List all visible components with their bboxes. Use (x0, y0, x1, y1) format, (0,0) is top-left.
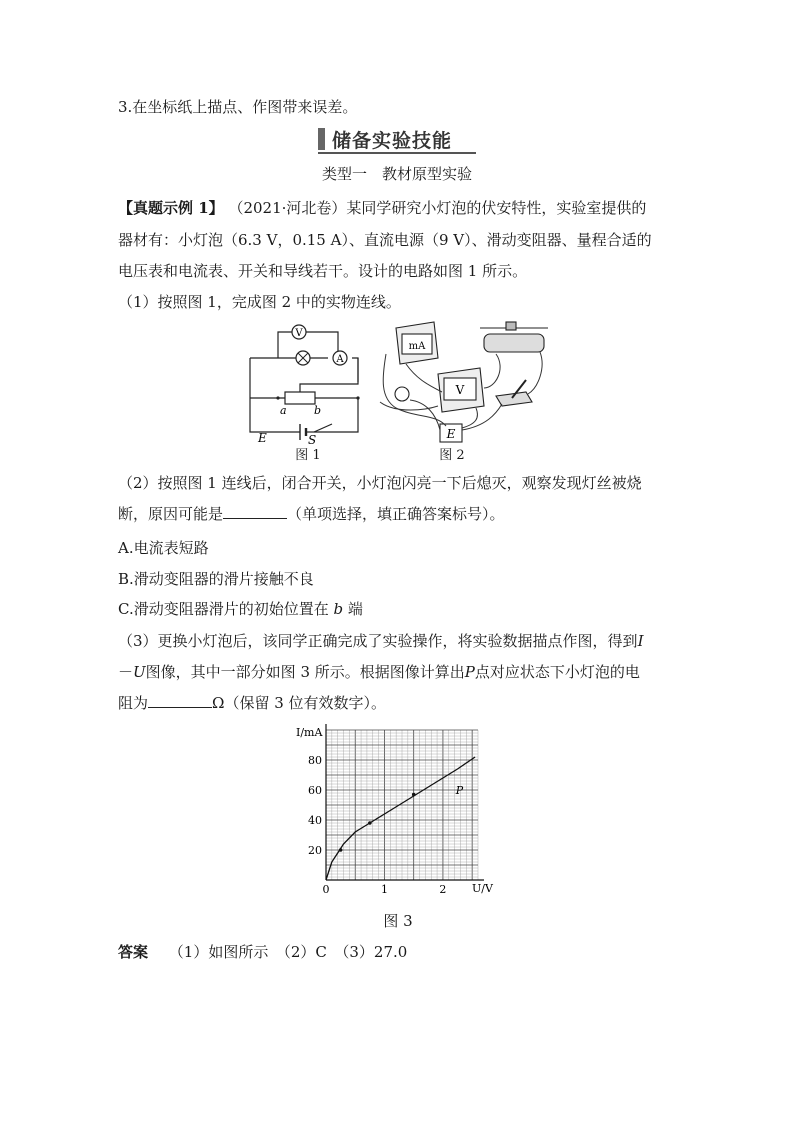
data-point (368, 821, 372, 825)
chart-x-axis-label: U/V (472, 882, 493, 895)
type-heading: 类型一 教材原型实验 (321, 165, 472, 183)
fig2-label-e: E (446, 427, 456, 441)
intro-line: 3.在坐标纸上描点、作图带来误差。 (118, 98, 358, 116)
question-3-dash: － (118, 663, 134, 681)
example-line-1-text: （2021·河北卷）某同学研究小灯泡的伏安特性，实验室提供的 (228, 199, 647, 217)
data-point (339, 848, 343, 852)
option-c (118, 598, 363, 619)
question-3-var-u: U (133, 663, 146, 681)
question-2-text-b: （单项选择，填正确答案标号）。 (287, 505, 505, 523)
example-line-3: 电压表和电流表、开关和导线若干。设计的电路如图 1 所示。 (118, 262, 528, 280)
option-c-text-a: C.滑动变阻器滑片的初始位置在 (118, 600, 329, 618)
question-3-var-i: I (637, 632, 644, 650)
figure-2-apparatus (376, 318, 556, 448)
section-heading-text: 储备实验技能 (332, 130, 453, 152)
question-2-line-1: （2）按照图 1 连线后，闭合开关，小灯泡闪亮一下后熄灭，观察发现灯丝被烧 (118, 474, 642, 492)
answer-label: 答案 (118, 943, 149, 961)
question-3-text-g: Ω（保留 3 位有效数字）。 (212, 694, 387, 712)
chart-point-p-label: P (455, 784, 464, 797)
figure-1-circuit (240, 320, 380, 460)
option-b: B.滑动变阻器的滑片接触不良 (118, 570, 314, 588)
question-1: （1）按照图 1，完成图 2 中的实物连线。 (118, 293, 401, 311)
question-3-text-a: （3）更换小灯泡后，该同学正确完成了实验操作，将实验数据描点作图，得到 (118, 632, 638, 650)
y-tick-label: 40 (308, 814, 322, 827)
y-tick-label: 20 (308, 844, 322, 857)
example-line-2: 器材有：小灯泡（6.3 V，0.15 A）、直流电源（9 V）、滑动变阻器、量程合适的 (118, 231, 652, 249)
question-3-text-c: 图像，其中一部分如图 3 所示。根据图像计算出 (145, 663, 465, 681)
example-tag: 【真题示例 1】 (118, 199, 224, 217)
fig1-label-b: b (314, 404, 322, 417)
x-tick-label: 2 (439, 883, 447, 896)
fig1-meter-a-label: A (336, 354, 344, 365)
fig2-meter-v-label: V (455, 383, 465, 397)
fig1-label-e: E (258, 431, 267, 445)
heading-bar (318, 128, 325, 150)
option-c-text-c: 端 (343, 600, 363, 618)
example-line-1 (118, 197, 646, 218)
x-tick-label: 1 (380, 883, 388, 896)
fig1-label-s: S (308, 433, 317, 447)
question-3-line-2 (118, 661, 640, 682)
question-2-line-2 (118, 503, 505, 524)
y-tick-label: 80 (308, 754, 322, 767)
option-c-var: b (333, 600, 344, 618)
x-tick-label: 0 (322, 883, 330, 896)
y-tick-label: 60 (308, 784, 322, 797)
chart-series-line (326, 757, 475, 880)
option-a: A.电流表短路 (118, 539, 209, 557)
figure-3-chart (290, 720, 510, 905)
answer-blank-3 (148, 693, 212, 708)
fig1-meter-v-label: V (295, 328, 303, 339)
question-3-var-p: P (464, 663, 475, 681)
fig1-label-a: a (280, 404, 287, 417)
question-2-text-a: 断，原因可能是 (118, 505, 224, 523)
chart-grid (326, 730, 478, 880)
chart-y-axis-label: I/mA (296, 726, 323, 739)
answer-line (118, 941, 407, 962)
data-point (412, 793, 416, 797)
question-3-line-1 (118, 630, 644, 651)
question-3-text-f: 阻为 (118, 694, 149, 712)
question-3-line-3 (118, 692, 386, 713)
figure-2-caption: 图 2 (439, 448, 465, 463)
question-3-text-e: 点对应状态下小灯泡的电 (474, 663, 640, 681)
section-heading (318, 126, 476, 154)
figure-1-caption: 图 1 (295, 448, 321, 463)
fig2-meter-ma-label: mA (408, 341, 426, 352)
answer-text: （1）如图所示 （2）C （3）27.0 (168, 943, 408, 961)
answer-blank-2 (223, 504, 287, 519)
figure-3-caption: 图 3 (383, 912, 413, 930)
